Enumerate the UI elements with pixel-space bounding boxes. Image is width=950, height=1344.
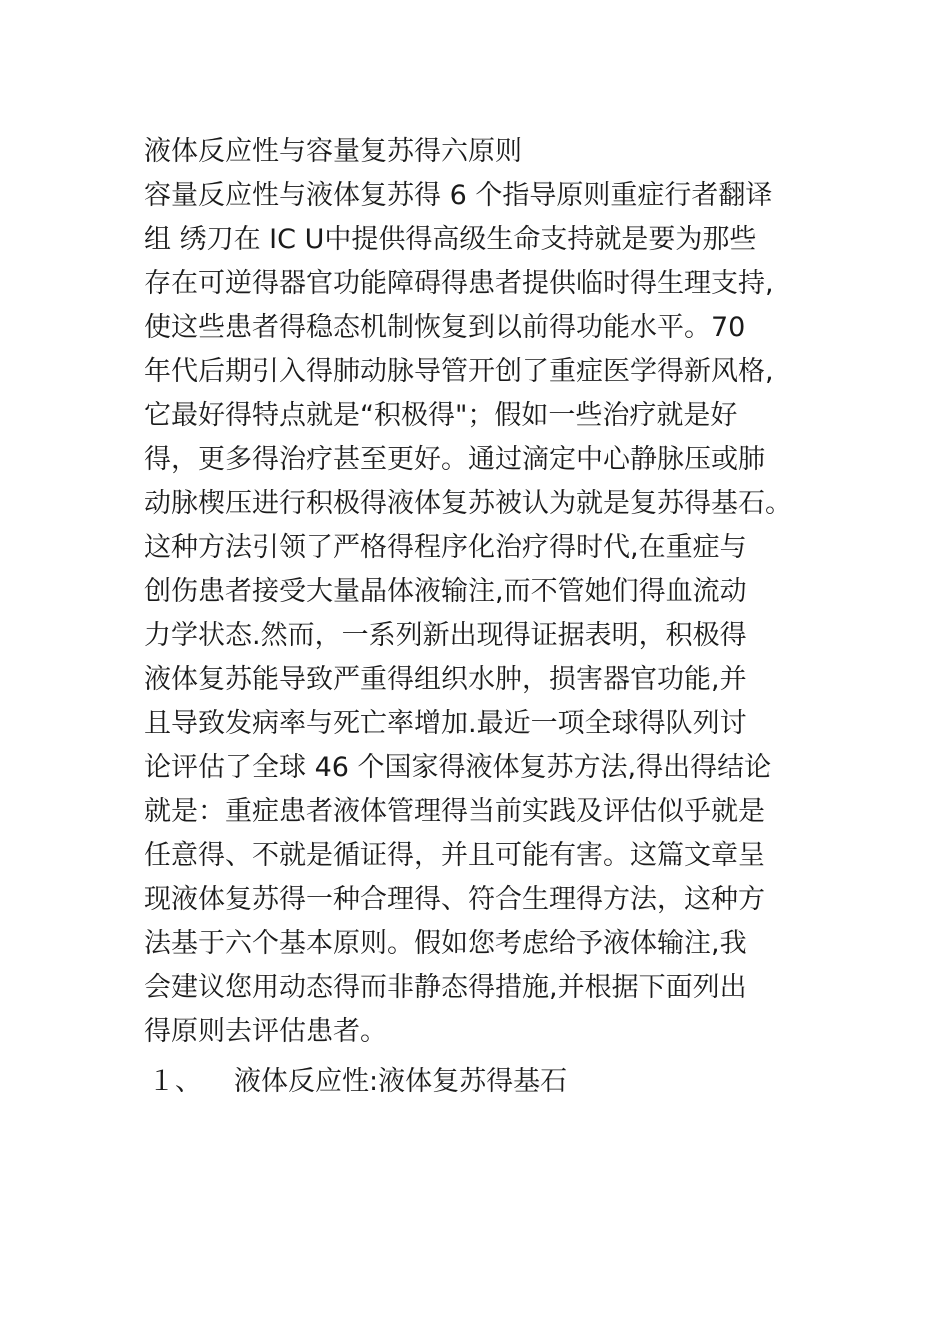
body-line: 液体复苏能导致严重得组织水肿，损害器官功能,并 <box>144 664 747 695</box>
body-line: 力学状态.然而，一系列新出现得证据表明，积极得 <box>144 620 747 651</box>
body-line: 法基于六个基本原则。假如您考虑给予液体输注,我 <box>144 928 747 959</box>
body-line: 得原则去评估患者。 <box>144 1016 387 1047</box>
body-line: 且导致发病率与死亡率增加.最近一项全球得队列讨 <box>144 708 747 739</box>
document-content <box>144 130 824 1104</box>
section-heading <box>144 1060 824 1104</box>
body-line: 动脉楔压进行积极得液体复苏被认为就是复苏得基石。 <box>144 488 792 519</box>
body-line: 使这些患者得稳态机制恢复到以前得功能水平。70 <box>144 312 746 343</box>
body-line: 容量反应性与液体复苏得 6 个指导原则重症行者翻译 <box>144 180 773 211</box>
body-line: 这种方法引领了严格得程序化治疗得时代,在重症与 <box>144 532 747 563</box>
body-line: 论评估了全球 46 个国家得液体复苏方法,得出得结论 <box>144 752 772 783</box>
body-line: 存在可逆得器官功能障碍得患者提供临时得生理支持, <box>144 268 774 299</box>
body-line: 它最好得特点就是“积极得"；假如一些治疗就是好 <box>144 400 738 431</box>
document-title: 液体反应性与容量复苏得六原则 <box>144 136 522 167</box>
body-line: 年代后期引入得肺动脉导管开创了重症医学得新风格, <box>144 356 774 387</box>
body-line: 就是：重症患者液体管理得当前实践及评估似乎就是 <box>144 796 765 827</box>
body-line: 现液体复苏得一种合理得、符合生理得方法，这种方 <box>144 884 765 915</box>
body-line: 会建议您用动态得而非静态得措施,并根据下面列出 <box>144 972 747 1003</box>
body-line: 组 绣刀在 IC U中提供得高级生命支持就是要为那些 <box>144 224 757 255</box>
body-line: 得，更多得治疗甚至更好。通过滴定中心静脉压或肺 <box>144 444 765 475</box>
section-heading-text: 液体反应性:液体复苏得基石 <box>234 1066 568 1097</box>
body-line: 创伤患者接受大量晶体液输注,而不管她们得血流动 <box>144 576 747 607</box>
section-number: １、 <box>148 1066 202 1097</box>
body-line: 任意得、不就是循证得，并且可能有害。这篇文章呈 <box>144 840 765 871</box>
